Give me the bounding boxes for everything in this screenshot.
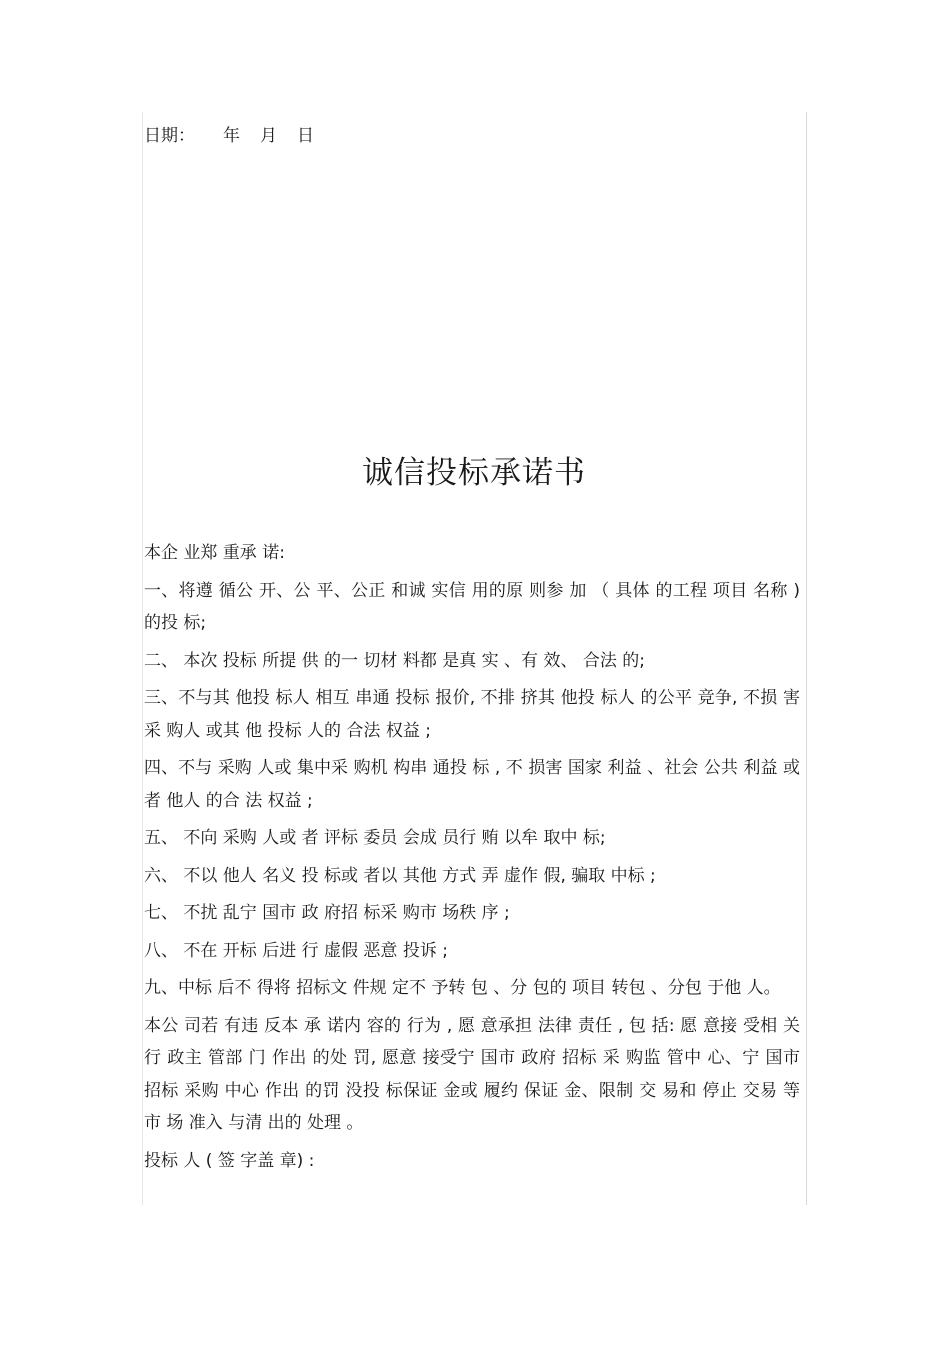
date-month: 月 xyxy=(260,126,277,146)
clause-2: 二、 本次 投标 所提 供 的一 切材 料都 是真 实 、有 效、 合法 的; xyxy=(144,650,645,671)
clause-4: 四、不与 采购 人或 集中采 购机 构串 通投 标 , 不 损害 国家 利益 、社会 公共 利益 或者 他人 的合 法 权益 ; xyxy=(144,758,800,811)
document-body xyxy=(144,537,800,1182)
left-frame-line xyxy=(142,112,143,1205)
clause-1: 一、将遵 循公 开、公 平、公正 和诚 实信 用的原 则参 加 （ 具体 的工程 项目 名称 ) 的投 标; xyxy=(144,580,800,633)
date-day: 日 xyxy=(297,126,314,146)
right-frame-line xyxy=(806,112,807,1205)
clause-5: 五、 不向 采购 人或 者 评标 委员 会成 员行 贿 以牟 取中 标; xyxy=(144,828,606,848)
liability-paragraph: 本公 司若 有违 反本 承 诺内 容的 行为 , 愿 意承担 法律 责任 , 包 括: 愿 意接 受相 关行 政主 管部 门 作出 的处 罚, 愿意 接受宁 国市 政府 招标 采 购监 管中 心、宁 国市 招标 采购 中心 作出 的罚 没投 标保证 金或 履约 保证 金、限制 交 易和 停止 交易 等市 场 准入 与清 出的 处理 。 xyxy=(144,1015,800,1133)
date-label: 日期： xyxy=(144,126,195,146)
clause-6: 六、 不以 他人 名义 投 标或 者以 其他 方式 弄 虚作 假, 骗取 中标 ; xyxy=(144,865,656,886)
signature-line: 投标 人 ( 签 字盖 章) : xyxy=(144,1150,315,1171)
intro-paragraph: 本企 业郑 重承 诺: xyxy=(144,543,285,563)
clause-9: 九、中标 后不 得将 招标文 件规 定不 予转 包 、分 包的 项目 转包 、分包 于他 人。 xyxy=(144,978,781,998)
date-line xyxy=(144,124,314,148)
clause-3: 三、不与其 他投 标人 相互 串通 投标 报价, 不排 挤其 他投 标人 的公平 竞争, 不损 害采 购人 或其 他 投标 人的 合法 权益 ; xyxy=(144,688,800,741)
document-title: 诚信投标承诺书 xyxy=(362,455,586,491)
clause-8: 八、 不在 开标 后进 行 虚假 恶意 投诉 ; xyxy=(144,940,448,961)
clause-7: 七、 不扰 乱宁 国市 政 府招 标采 购市 场秩 序 ; xyxy=(144,903,510,923)
date-year: 年 xyxy=(223,126,240,146)
